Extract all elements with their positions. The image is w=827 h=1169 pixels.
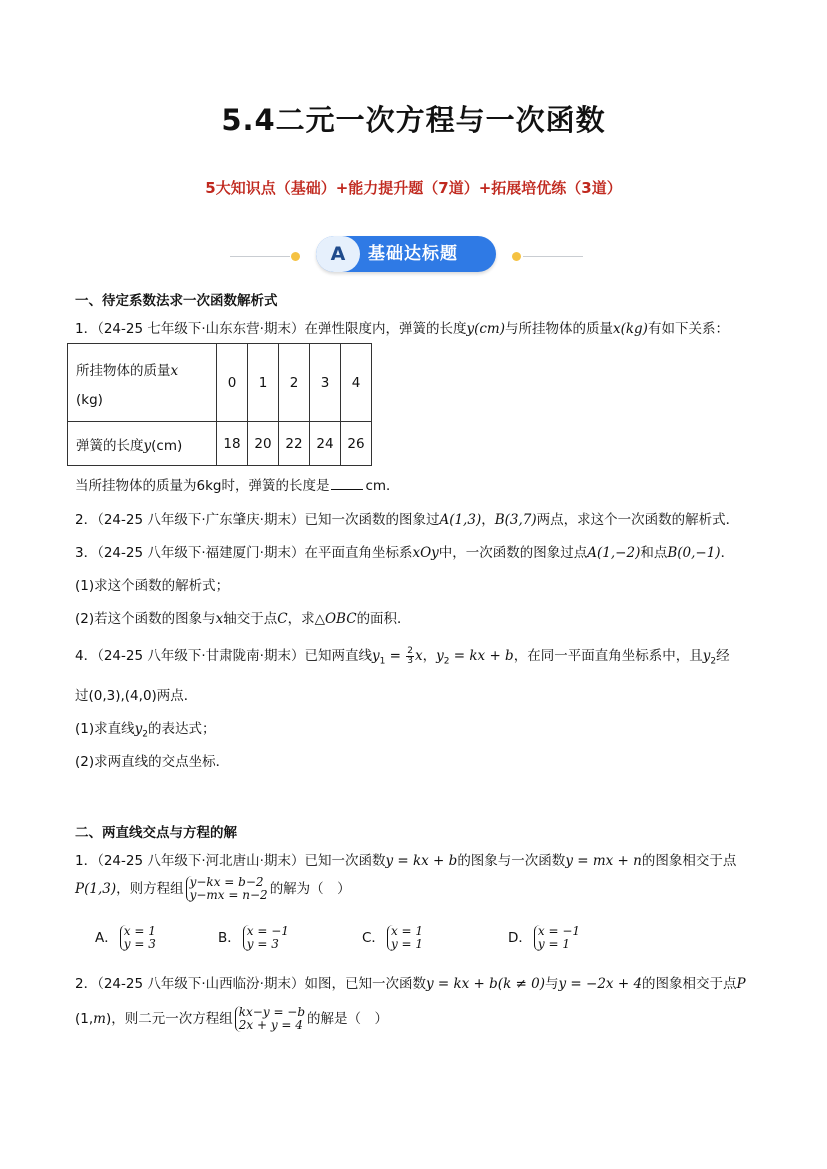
s2-q2: 2．（24-25 八年级下·山西临汾·期末）如图，已知一次函数y = kx + b(k ≠ 0)与y = −2x + 4的图象相交于点P — [75, 976, 746, 992]
s2-q1-line2: P(1,3)，则方程组 y−kx = b−2 y−mx = n−2 的解为（ ） — [75, 875, 351, 902]
section2-heading: 二、两直线交点与方程的解 — [75, 825, 237, 841]
table-row — [68, 422, 372, 466]
table-cell: 2 — [279, 344, 310, 422]
s1-q2: 2．（24-25 八年级下·广东肇庆·期末）已知一次函数的图象过A(1,3)，B(3,7)两点，求这个一次函数的解析式． — [75, 512, 740, 528]
table-row — [68, 344, 372, 422]
page-subtitle: 5大知识点（基础）+能力提升题（7道）+拓展培优练（3道） — [205, 179, 622, 197]
section-banner — [230, 232, 600, 278]
s1-q4: 4．（24-25 八年级下·甘肃陇南·期末）已知两直线$y_1$ = $\frac{2}{3}$ x，$y_2$ = kx + b，在同一平面直角坐标系中，且$y_2$经 — [75, 645, 730, 667]
s1-q1-intro: 1．（24-25 七年级下·山东东营·期末）在弹性限度内，弹簧的长度y(cm)与所挂物体的质量x(kg)有如下关系： — [75, 321, 729, 337]
s1-q4-line2: 过(0,3),(4,0)两点． — [75, 688, 198, 704]
table-cell: 4 — [341, 344, 372, 422]
s1-q1-after: 当所挂物体的质量为6kg时，弹簧的长度是 cm． — [75, 478, 400, 494]
table-cell: 26 — [341, 422, 372, 466]
spring-table — [67, 343, 372, 466]
equation-system: y−kx = b−2 y−mx = n−2 — [186, 876, 268, 902]
banner-left-dot — [291, 252, 300, 261]
banner-right-line — [523, 256, 583, 257]
s1-q3: 3．（24-25 八年级下·福建厦门·期末）在平面直角坐标系xOy中，一次函数的图象过点A(1,−2)和点B(0,−1)． — [75, 545, 735, 561]
s1-q3-part2: (2)若这个函数的图象与x轴交于点C，求△OBC的面积． — [75, 611, 411, 627]
table-cell: 0 — [217, 344, 248, 422]
s1-q4-part1: (1)求直线$y_2$的表达式； — [75, 721, 216, 740]
s2-q2-line2: (1,m)，则二元一次方程组 kx−y = −b 2x + y = 4 的解是（ ） — [75, 1005, 389, 1032]
s2-q1: 1．（24-25 八年级下·河北唐山·期末）已知一次函数y = kx + b的图象与一次函数y = mx + n的图象相交于点 — [75, 853, 737, 869]
section1-heading: 一、待定系数法求一次函数解析式 — [75, 293, 278, 309]
banner-pill — [316, 236, 496, 272]
equation-system: kx−y = −b 2x + y = 4 — [235, 1006, 305, 1032]
banner-badge: A — [316, 236, 360, 272]
banner-label: 基础达标题 — [368, 244, 458, 264]
page-title: 5.4二元一次方程与一次函数 — [221, 103, 606, 137]
answer-blank[interactable] — [331, 477, 363, 490]
banner-right-dot — [512, 252, 521, 261]
table-cell: 22 — [279, 422, 310, 466]
s1-q4-part2: (2)求两直线的交点坐标． — [75, 754, 230, 770]
table-head-length: 弹簧的长度y(cm) — [68, 422, 217, 466]
table-cell: 1 — [248, 344, 279, 422]
table-cell: 3 — [310, 344, 341, 422]
s1-q3-part1: (1)求这个函数的解析式； — [75, 578, 230, 594]
table-head-mass: 所挂物体的质量x (kg) — [68, 344, 217, 422]
option-d[interactable]: D． x = −1 y = 1 — [508, 924, 581, 951]
option-a[interactable]: A． x = 1 y = 3 — [95, 924, 156, 951]
table-cell: 18 — [217, 422, 248, 466]
table-cell: 24 — [310, 422, 341, 466]
option-c[interactable]: C． x = 1 y = 1 — [362, 924, 424, 951]
fraction: $\frac{2}{3}$ — [407, 645, 413, 666]
table-cell: 20 — [248, 422, 279, 466]
option-b[interactable]: B． x = −1 y = 3 — [218, 924, 289, 951]
banner-left-line — [230, 256, 290, 257]
